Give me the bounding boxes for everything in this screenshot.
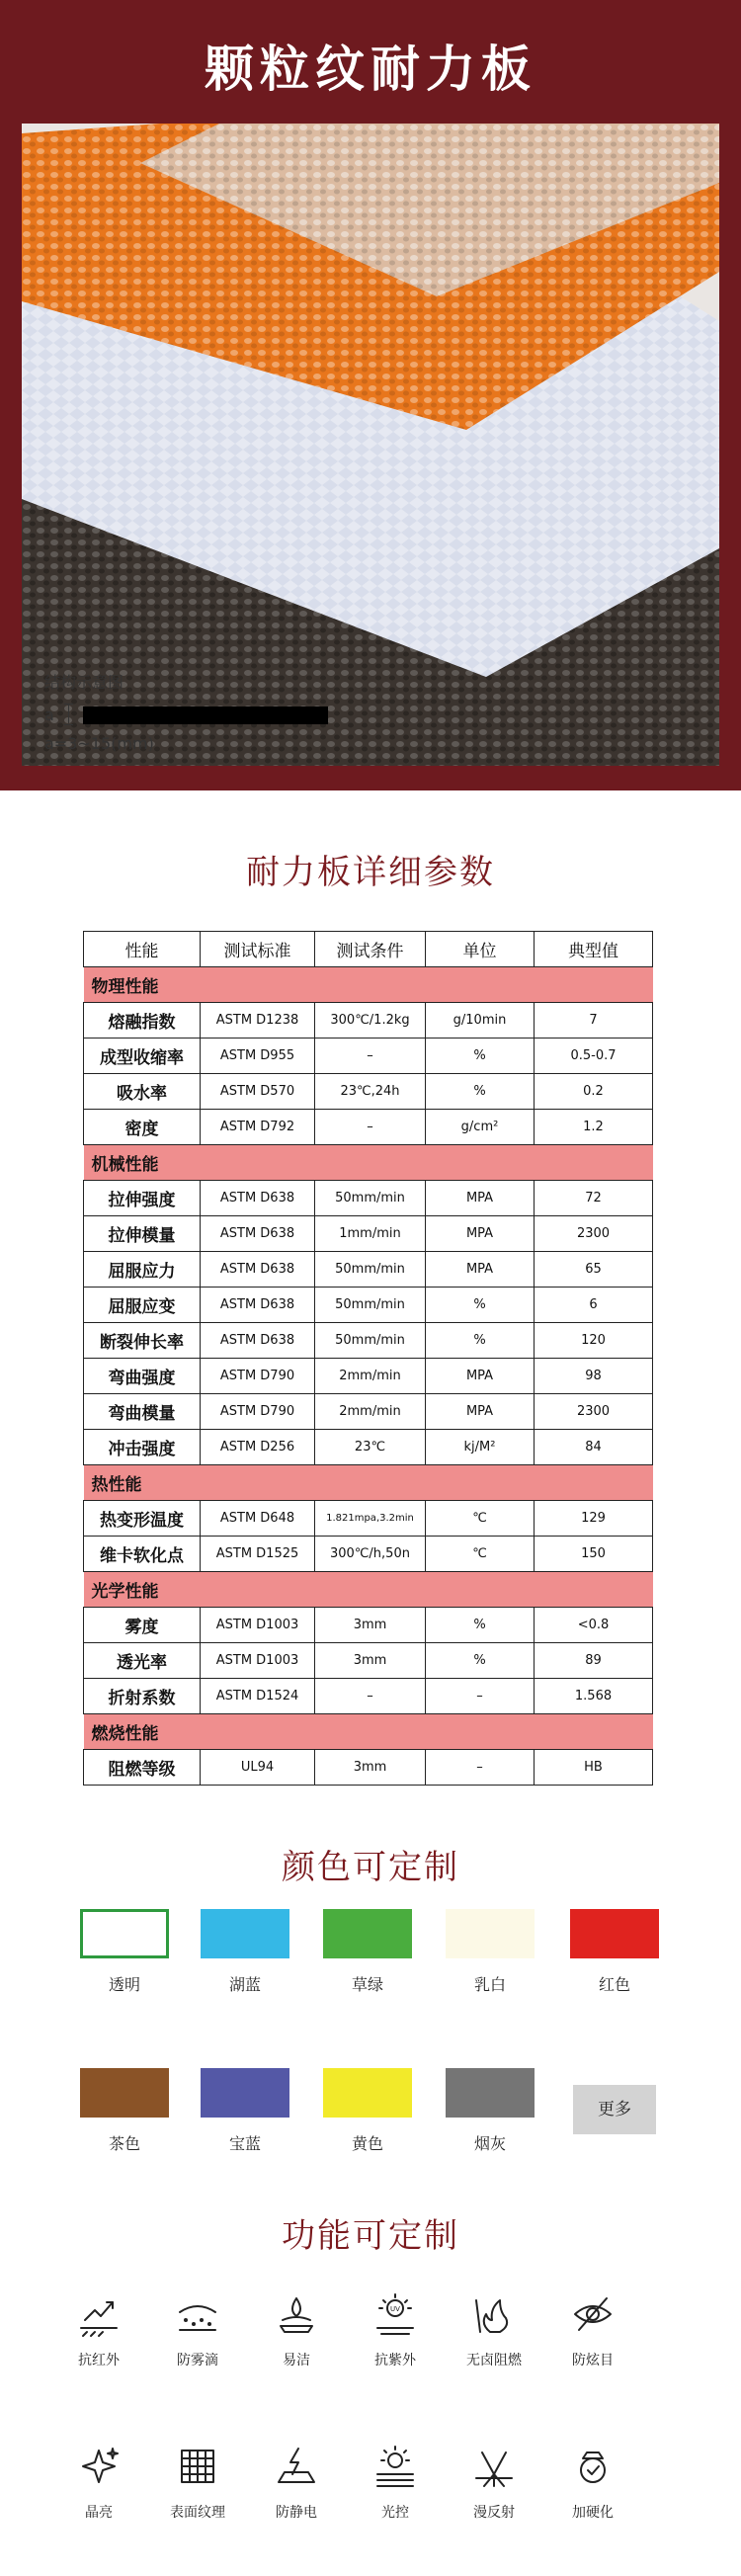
property-cell: 成型收缩率: [84, 1039, 201, 1074]
value-cell: 1.2: [535, 1110, 653, 1145]
light-control-icon: [371, 2443, 419, 2490]
condition-cell: 50mm/min: [315, 1252, 426, 1288]
standard-cell: ASTM D638: [201, 1252, 315, 1288]
value-cell: 150: [535, 1537, 653, 1572]
standard-cell: ASTM D1238: [201, 1003, 315, 1039]
color-option[interactable]: [323, 1909, 412, 1995]
table-row: [84, 1074, 653, 1110]
thickness-range: a=3~15(mm): [44, 734, 154, 753]
standard-cell: ASTM D792: [201, 1110, 315, 1145]
table-row: [84, 1216, 653, 1252]
table-header-cell: 性能: [84, 932, 201, 967]
value-cell: 7: [535, 1003, 653, 1039]
unit-cell: %: [426, 1323, 535, 1359]
color-label: 红色: [598, 1975, 630, 1994]
condition-cell: 50mm/min: [315, 1323, 426, 1359]
hardened-icon: [569, 2443, 617, 2490]
feature-item[interactable]: [49, 2443, 148, 2522]
condition-cell: 1mm/min: [315, 1216, 426, 1252]
diffuse-icon: [470, 2443, 518, 2490]
table-row: [84, 1501, 653, 1537]
standard-cell: ASTM D1003: [201, 1643, 315, 1679]
standard-cell: ASTM D955: [201, 1039, 315, 1074]
property-cell: 透光率: [84, 1643, 201, 1679]
color-option[interactable]: [201, 1909, 289, 1995]
unit-cell: g/10min: [426, 1003, 535, 1039]
condition-cell: –: [315, 1039, 426, 1074]
value-cell: <0.8: [535, 1608, 653, 1643]
standard-cell: ASTM D638: [201, 1181, 315, 1216]
feature-label: 晶亮: [85, 2505, 113, 2521]
feature-label: 防炫目: [572, 2353, 614, 2368]
unit-cell: MPA: [426, 1216, 535, 1252]
unit-cell: kj/M²: [426, 1430, 535, 1465]
table-row: [84, 1359, 653, 1394]
easy-clean-icon: [273, 2290, 320, 2338]
standard-cell: ASTM D570: [201, 1074, 315, 1110]
property-cell: 热变形温度: [84, 1501, 201, 1537]
feature-item[interactable]: [543, 2443, 642, 2522]
condition-cell: –: [315, 1679, 426, 1714]
standard-cell: ASTM D638: [201, 1216, 315, 1252]
property-cell: 阻燃等级: [84, 1750, 201, 1786]
table-header-row: [84, 932, 653, 967]
unit-cell: MPA: [426, 1394, 535, 1430]
feature-item[interactable]: [543, 2290, 642, 2369]
color-swatch: [323, 1909, 412, 1958]
feature-item[interactable]: [247, 2290, 346, 2369]
value-cell: 65: [535, 1252, 653, 1288]
unit-cell: MPA: [426, 1359, 535, 1394]
unit-cell: g/cm²: [426, 1110, 535, 1145]
value-cell: 0.2: [535, 1074, 653, 1110]
color-label: 草绿: [351, 1975, 383, 1994]
condition-cell: 3mm: [315, 1608, 426, 1643]
category-label: 热性能: [84, 1465, 653, 1501]
condition-cell: 23℃: [315, 1430, 426, 1465]
anti-static-icon: [273, 2443, 320, 2490]
standard-cell: ASTM D1003: [201, 1608, 315, 1643]
unit-cell: –: [426, 1679, 535, 1714]
color-label: 烟灰: [473, 2134, 506, 2153]
feature-label: 防雾滴: [177, 2353, 218, 2368]
value-cell: 89: [535, 1643, 653, 1679]
sparkle-icon: [75, 2443, 123, 2490]
value-cell: 0.5-0.7: [535, 1039, 653, 1074]
feature-item[interactable]: [346, 2290, 445, 2369]
standard-cell: ASTM D256: [201, 1430, 315, 1465]
value-cell: 2300: [535, 1394, 653, 1430]
table-row: [84, 1252, 653, 1288]
feature-label: 加硬化: [572, 2505, 614, 2521]
flame-retardant-icon: [470, 2290, 518, 2338]
standard-cell: ASTM D1524: [201, 1679, 315, 1714]
condition-cell: 3mm: [315, 1750, 426, 1786]
hero-banner: [0, 0, 741, 790]
standard-cell: ASTM D790: [201, 1359, 315, 1394]
color-swatch: [570, 1909, 659, 1958]
standard-cell: ASTM D648: [201, 1501, 315, 1537]
unit-cell: ℃: [426, 1501, 535, 1537]
table-row: [84, 1181, 653, 1216]
category-label: 物理性能: [84, 967, 653, 1003]
table-category-row: [84, 1572, 653, 1608]
sheet-cross-section: [83, 706, 328, 724]
color-swatch: [201, 2068, 289, 2118]
category-label: 机械性能: [84, 1145, 653, 1181]
page-title: 颗粒纹耐力板: [205, 41, 536, 98]
color-label: 宝蓝: [228, 2134, 261, 2153]
color-label: 黄色: [351, 2134, 383, 2153]
property-cell: 维卡软化点: [84, 1537, 201, 1572]
features-title: 功能可定制: [282, 2216, 459, 2256]
table-row: [84, 1750, 653, 1786]
color-swatch: [446, 1909, 535, 1958]
property-cell: 雾度: [84, 1608, 201, 1643]
standard-cell: ASTM D1525: [201, 1537, 315, 1572]
color-option[interactable]: [570, 1909, 659, 1995]
table-row: [84, 1288, 653, 1323]
table-category-row: [84, 1714, 653, 1750]
anti-fog-icon: [174, 2290, 221, 2338]
feature-item[interactable]: [445, 2290, 543, 2369]
thickness-label: a: [44, 706, 54, 724]
color-label: 透明: [108, 1975, 140, 1994]
color-swatch: [446, 2068, 535, 2118]
feature-item[interactable]: [247, 2443, 346, 2522]
value-cell: 1.568: [535, 1679, 653, 1714]
property-cell: 折射系数: [84, 1679, 201, 1714]
property-cell: 吸水率: [84, 1074, 201, 1110]
value-cell: 98: [535, 1359, 653, 1394]
params-table: [83, 931, 652, 1786]
params-title: 耐力板详细参数: [246, 853, 495, 892]
value-cell: 2300: [535, 1216, 653, 1252]
svg-text:UV: UV: [390, 2305, 400, 2313]
condition-cell: –: [315, 1110, 426, 1145]
property-cell: 弯曲强度: [84, 1359, 201, 1394]
feature-item[interactable]: [346, 2443, 445, 2522]
table-header-cell: 典型值: [535, 932, 653, 967]
infrared-icon: [75, 2290, 123, 2338]
feature-item[interactable]: [148, 2290, 247, 2369]
table-row: [84, 1039, 653, 1074]
color-option[interactable]: [446, 1909, 535, 1995]
standard-cell: ASTM D790: [201, 1394, 315, 1430]
table-row: [84, 1537, 653, 1572]
table-category-row: [84, 1465, 653, 1501]
feature-item[interactable]: [49, 2290, 148, 2369]
color-option[interactable]: [446, 2068, 535, 2154]
property-cell: 屈服应力: [84, 1252, 201, 1288]
category-label: 光学性能: [84, 1572, 653, 1608]
value-cell: HB: [535, 1750, 653, 1786]
condition-cell: 300℃/1.2kg: [315, 1003, 426, 1039]
unit-cell: %: [426, 1643, 535, 1679]
table-row: [84, 1110, 653, 1145]
diagram-caption: 结构示意图: [44, 673, 124, 692]
table-header-cell: 测试条件: [315, 932, 426, 967]
color-swatch: [80, 2068, 169, 2118]
feature-item[interactable]: [445, 2443, 543, 2522]
category-label: 燃烧性能: [84, 1714, 653, 1750]
property-cell: 密度: [84, 1110, 201, 1145]
feature-label: 漫反射: [473, 2505, 515, 2521]
table-category-row: [84, 1145, 653, 1181]
condition-cell: 1.821mpa,3.2min: [315, 1501, 426, 1537]
color-option[interactable]: [80, 2068, 169, 2154]
feature-label: 防静电: [276, 2505, 317, 2521]
feature-label: 易洁: [283, 2353, 310, 2368]
uv-icon: [371, 2290, 419, 2338]
table-row: [84, 1643, 653, 1679]
color-label: 茶色: [108, 2134, 140, 2153]
table-row: [84, 1608, 653, 1643]
table-row: [84, 1430, 653, 1465]
color-swatch: [80, 1909, 169, 1958]
standard-cell: UL94: [201, 1750, 315, 1786]
feature-label: 无卤阻燃: [466, 2353, 522, 2368]
property-cell: 拉伸模量: [84, 1216, 201, 1252]
color-swatch: [201, 1909, 289, 1958]
table-row: [84, 1679, 653, 1714]
property-cell: 拉伸强度: [84, 1181, 201, 1216]
colors-title: 颜色可定制: [282, 1848, 459, 1887]
property-cell: 屈服应变: [84, 1288, 201, 1323]
thickness-marker-icon: [63, 702, 75, 725]
color-swatch: [323, 2068, 412, 2118]
feature-label: 抗紫外: [374, 2353, 416, 2368]
color-label: 乳白: [473, 1975, 506, 1994]
color-label: 湖蓝: [228, 1975, 261, 1994]
condition-cell: 3mm: [315, 1643, 426, 1679]
condition-cell: 2mm/min: [315, 1359, 426, 1394]
more-colors-button[interactable]: 更多: [573, 2085, 656, 2134]
texture-icon: [174, 2443, 221, 2490]
color-option[interactable]: [323, 2068, 412, 2154]
property-cell: 冲击强度: [84, 1430, 201, 1465]
table-category-row: [84, 967, 653, 1003]
feature-label: 表面纹理: [170, 2505, 225, 2521]
condition-cell: 50mm/min: [315, 1181, 426, 1216]
condition-cell: 300℃/h,50n: [315, 1537, 426, 1572]
property-cell: 熔融指数: [84, 1003, 201, 1039]
table-header-cell: 单位: [426, 932, 535, 967]
anti-glare-icon: [569, 2290, 617, 2338]
unit-cell: MPA: [426, 1252, 535, 1288]
condition-cell: 23℃,24h: [315, 1074, 426, 1110]
feature-label: 光控: [381, 2505, 409, 2521]
table-header-cell: 测试标准: [201, 932, 315, 967]
condition-cell: 2mm/min: [315, 1394, 426, 1430]
unit-cell: ℃: [426, 1537, 535, 1572]
feature-item[interactable]: [148, 2443, 247, 2522]
feature-label: 抗红外: [78, 2353, 120, 2368]
color-option[interactable]: [201, 2068, 289, 2154]
standard-cell: ASTM D638: [201, 1323, 315, 1359]
unit-cell: MPA: [426, 1181, 535, 1216]
property-cell: 断裂伸长率: [84, 1323, 201, 1359]
property-cell: 弯曲模量: [84, 1394, 201, 1430]
standard-cell: ASTM D638: [201, 1288, 315, 1323]
unit-cell: %: [426, 1039, 535, 1074]
value-cell: 84: [535, 1430, 653, 1465]
unit-cell: –: [426, 1750, 535, 1786]
unit-cell: %: [426, 1608, 535, 1643]
value-cell: 129: [535, 1501, 653, 1537]
unit-cell: %: [426, 1288, 535, 1323]
value-cell: 72: [535, 1181, 653, 1216]
unit-cell: %: [426, 1074, 535, 1110]
structure-diagram: [22, 532, 516, 759]
value-cell: 6: [535, 1288, 653, 1323]
table-row: [84, 1003, 653, 1039]
condition-cell: 50mm/min: [315, 1288, 426, 1323]
value-cell: 120: [535, 1323, 653, 1359]
color-option[interactable]: [80, 1909, 169, 1995]
table-row: [84, 1394, 653, 1430]
table-row: [84, 1323, 653, 1359]
